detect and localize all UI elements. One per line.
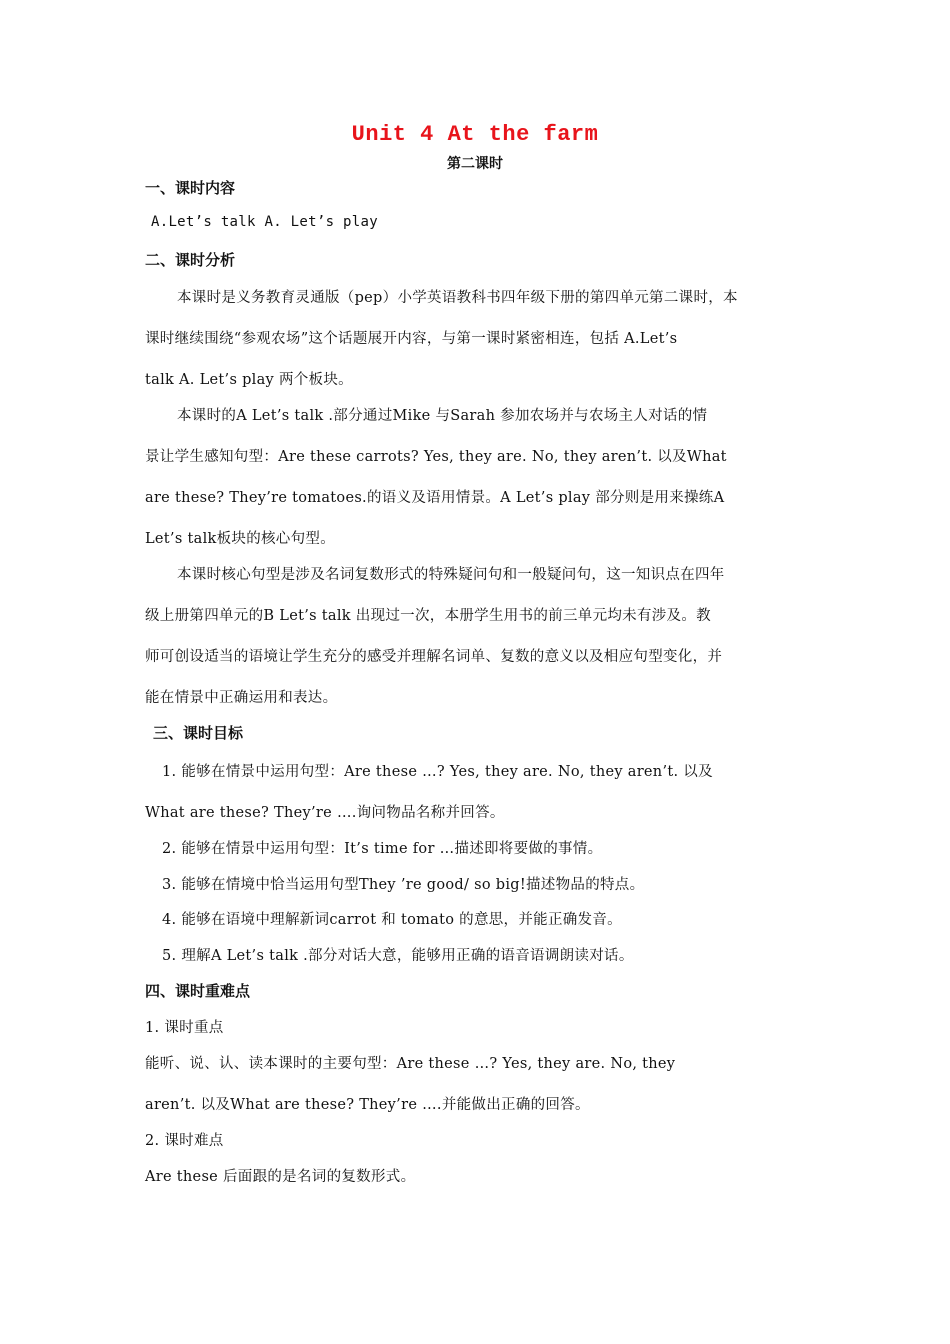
paragraph-line: are these? They’re tomatoes.的语义及语用情景。A Let’s play 部分则是用来操练A (145, 490, 725, 506)
paragraph-line: 本课时是义务教育灵通版（pep）小学英语教科书四年级下册的第四单元第二课时，本 (177, 290, 738, 306)
paragraph-line: 能在情景中正确运用和表达。 (145, 690, 338, 706)
paragraph-line: 本课时核心句型是涉及名词复数形式的特殊疑问句和一般疑问句，这一知识点在四年 (177, 567, 725, 583)
subheading: 2. 课时难点 (145, 1133, 224, 1149)
page-subtitle: 第二课时 (447, 156, 503, 172)
paragraph-line: 师可创设适当的语境让学生充分的感受并理解名词单、复数的意义以及相应句型变化，并 (145, 649, 723, 665)
paragraph-line: talk A. Let’s play 两个板块。 (145, 372, 353, 388)
list-item: What are these? They’re ….询问物品名称并回答。 (145, 805, 505, 821)
list-item: 5. 理解A Let’s talk .部分对话大意，能够用正确的语音语调朗读对话。 (162, 948, 634, 964)
list-item: 4. 能够在语境中理解新词carrot 和 tomato 的意思，并能正确发音。 (162, 912, 622, 928)
paragraph-line: Let’s talk板块的核心句型。 (145, 531, 335, 547)
paragraph-line: 级上册第四单元的B Let’s talk 出现过一次，本册学生用书的前三单元均未有涉及。教 (145, 608, 711, 624)
paragraph-line: 景让学生感知句型：Are these carrots? Yes, they are. No, they aren’t. 以及What (145, 449, 727, 465)
paragraph-line: 课时继续围绕“参观农场”这个话题展开内容，与第一课时紧密相连，包括 A.Let’s (145, 331, 678, 347)
subheading: 1. 课时重点 (145, 1020, 224, 1036)
paragraph-line: aren’t. 以及What are these? They’re ….并能做出正确的回答。 (145, 1097, 590, 1113)
list-item: 1. 能够在情景中运用句型：Are these …? Yes, they are. No, they aren’t. 以及 (162, 764, 713, 780)
list-item: 2. 能够在情景中运用句型：It’s time for …描述即将要做的事情。 (162, 841, 603, 857)
paragraph-line: Are these 后面跟的是名词的复数形式。 (145, 1169, 416, 1185)
list-item: 3. 能够在情境中恰当运用句型They ’re good/ so big!描述物品的特点。 (162, 877, 645, 893)
paragraph-line: 能听、说、认、读本课时的主要句型：Are these …? Yes, they are. No, they (145, 1056, 676, 1072)
paragraph-line: 本课时的A Let’s talk .部分通过Mike 与Sarah 参加农场并与农场主人对话的情 (177, 408, 708, 424)
section-heading-analysis: 二、课时分析 (145, 251, 236, 269)
section-text: A.Let’s talk A. Let’s play (151, 214, 378, 230)
section-heading-key-points: 四、课时重难点 (145, 982, 251, 1000)
section-heading-objectives: 三、课时目标 (153, 724, 244, 742)
page-title: Unit 4 At the farm (351, 122, 599, 147)
section-heading-content: 一、课时内容 (145, 179, 236, 197)
